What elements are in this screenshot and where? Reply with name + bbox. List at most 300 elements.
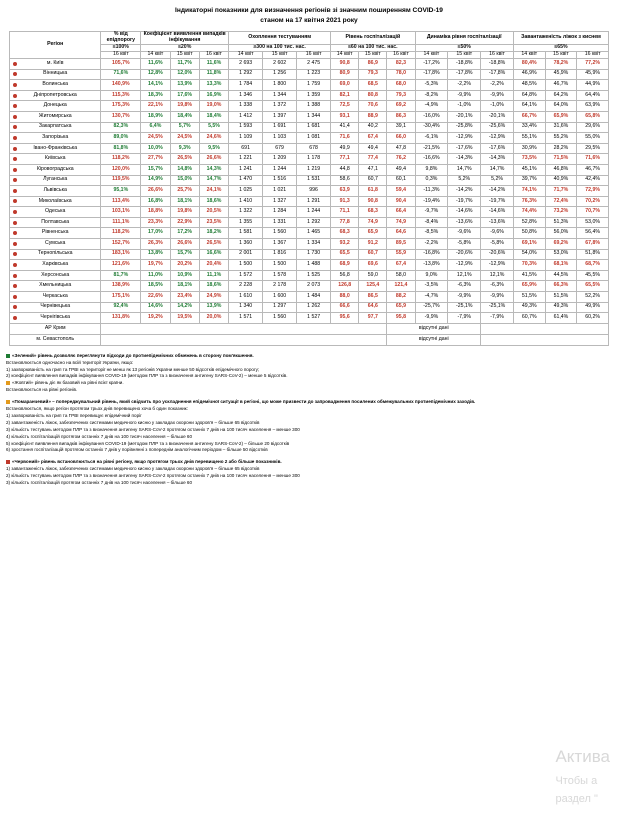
table-cell: 74,1% xyxy=(513,186,545,197)
table-row xyxy=(10,69,609,80)
table-cell: -19,7% xyxy=(448,196,481,207)
table-cell: 81,8% xyxy=(101,143,141,154)
table-cell: 2 073 xyxy=(297,281,331,292)
table-cell: -17,6% xyxy=(481,143,514,154)
table-cell: 40,2 xyxy=(359,122,387,133)
table-cell: 18,4% xyxy=(170,111,199,122)
table-cell: 24,1% xyxy=(199,186,228,197)
table-cell: 24,6% xyxy=(199,133,228,144)
table-cell: 1 527 xyxy=(297,313,331,324)
table-cell: 51,3% xyxy=(545,217,577,228)
table-cell: -4,7% xyxy=(415,292,448,303)
table-cell: 45,5% xyxy=(577,270,609,281)
table-row xyxy=(10,154,609,165)
no-data-cell xyxy=(481,323,609,334)
table-cell: -17,8% xyxy=(448,69,481,80)
table-cell: 9,8% xyxy=(415,164,448,175)
table-cell: 68,1% xyxy=(545,260,577,271)
table-cell: 1 500 xyxy=(229,260,263,271)
table-cell: 18,6% xyxy=(199,281,228,292)
date-col-0-0: 16 квіт xyxy=(101,52,141,59)
table-cell: 41,5% xyxy=(513,270,545,281)
table-cell: 40,9% xyxy=(545,175,577,186)
table-cell: -17,8% xyxy=(481,69,514,80)
table-cell: 89,5 xyxy=(387,239,415,250)
table-cell: 14,7% xyxy=(481,164,514,175)
status-dot-icon xyxy=(13,147,17,151)
table-cell: 49,4 xyxy=(359,143,387,154)
row-region-label: Львівська xyxy=(10,186,101,197)
table-cell: -6,1% xyxy=(415,133,448,144)
table-cell: 69,0 xyxy=(331,80,359,91)
table-cell: 23,3% xyxy=(141,217,170,228)
table-row xyxy=(10,270,609,281)
col-sub-epidemic: ≤100% xyxy=(101,45,141,52)
table-row xyxy=(10,133,609,144)
status-dot-icon xyxy=(13,83,17,87)
table-cell: 2 602 xyxy=(263,58,297,69)
table-cell: 1 691 xyxy=(263,122,297,133)
table-cell: 25,7% xyxy=(170,186,199,197)
table-cell: 1 178 xyxy=(297,154,331,165)
table-row xyxy=(10,302,609,313)
table-cell: -9,9% xyxy=(481,292,514,303)
table-cell: 119,5% xyxy=(101,175,141,186)
table-cell: 12,1% xyxy=(448,270,481,281)
table-cell: 49,3% xyxy=(513,302,545,313)
table-cell: 70,7% xyxy=(577,207,609,218)
table-cell: 111,1% xyxy=(101,217,141,228)
table-cell: 79,3 xyxy=(387,90,415,101)
table-cell: 1 730 xyxy=(297,249,331,260)
table-cell: 1 331 xyxy=(263,217,297,228)
table-row xyxy=(10,228,609,239)
table-cell: 55,2% xyxy=(545,133,577,144)
table-cell: 46,7% xyxy=(545,80,577,91)
table-cell: 1 531 xyxy=(297,175,331,186)
table-cell: 9,5% xyxy=(199,143,228,154)
table-cell: -30,4% xyxy=(415,122,448,133)
table-cell: 95,8 xyxy=(387,313,415,324)
table-cell: 31,6% xyxy=(545,122,577,133)
table-cell: 23,5% xyxy=(199,217,228,228)
table-cell: -9,9% xyxy=(448,292,481,303)
table-cell: 1 465 xyxy=(297,228,331,239)
table-cell: 65,5 xyxy=(331,249,359,260)
table-cell: 56,0% xyxy=(545,228,577,239)
table-cell: 72,9% xyxy=(577,186,609,197)
table-cell: 44,5% xyxy=(545,270,577,281)
table-cell: 48,5% xyxy=(513,80,545,91)
table-cell: 45,1% xyxy=(513,164,545,175)
table-cell: 121,4 xyxy=(387,281,415,292)
table-cell: 64,8% xyxy=(513,90,545,101)
note-green-line-3: «Жовтий» рівень діє як базовий на рівні всієї країни. xyxy=(6,380,612,387)
table-cell: -14,3% xyxy=(448,154,481,165)
table-cell: 61,8 xyxy=(359,186,387,197)
table-cell: 1 784 xyxy=(229,80,263,91)
status-dot-icon xyxy=(13,189,17,193)
table-cell: 59,0 xyxy=(359,270,387,281)
table-cell: -14,2% xyxy=(481,186,514,197)
no-data-text: відсутні дані xyxy=(387,334,481,345)
table-cell: 26,5% xyxy=(199,239,228,250)
table-cell: 49,9 xyxy=(331,143,359,154)
status-dot-icon xyxy=(13,178,17,182)
table-cell: -11,3% xyxy=(415,186,448,197)
table-cell: 68,5 xyxy=(359,80,387,91)
table-cell: 22,9% xyxy=(170,217,199,228)
table-cell: 74,9 xyxy=(359,217,387,228)
status-dot-icon xyxy=(13,210,17,214)
status-dot-icon xyxy=(13,62,17,66)
table-cell: 18,4% xyxy=(199,111,228,122)
table-row-no-data xyxy=(10,323,609,334)
table-cell: 64,2% xyxy=(545,90,577,101)
table-cell: 17,6% xyxy=(170,90,199,101)
table-cell: 1 322 xyxy=(229,207,263,218)
table-cell: 15,7% xyxy=(170,249,199,260)
table-cell: 1 262 xyxy=(297,302,331,313)
table-cell: 66,6 xyxy=(331,302,359,313)
table-cell: 78,2% xyxy=(545,58,577,69)
table-cell: 1 572 xyxy=(229,270,263,281)
table-cell: 26,6% xyxy=(199,154,228,165)
table-row xyxy=(10,239,609,250)
table-cell: 41,4 xyxy=(331,122,359,133)
table-cell: 691 xyxy=(229,143,263,154)
table-cell: 121,6% xyxy=(101,260,141,271)
table-cell: 71,6% xyxy=(577,154,609,165)
table-row xyxy=(10,217,609,228)
table-cell: 5,5% xyxy=(199,122,228,133)
table-cell: 67,8% xyxy=(577,239,609,250)
table-row xyxy=(10,249,609,260)
note-orange-line-0: Встановлюється, якщо регіон протягом трьох днів перевищено хоча б один показник: xyxy=(6,406,188,412)
table-cell: 18,1% xyxy=(170,281,199,292)
table-cell: 22,6% xyxy=(141,292,170,303)
table-cell: 11,6% xyxy=(141,58,170,69)
activation-watermark xyxy=(555,743,610,809)
row-region-label: Хмельницька xyxy=(10,281,101,292)
table-cell: 52,2% xyxy=(577,292,609,303)
table-cell: 1 219 xyxy=(297,164,331,175)
table-cell: 125,4 xyxy=(359,281,387,292)
table-row xyxy=(10,90,609,101)
table-cell: -5,8% xyxy=(481,239,514,250)
green-level-icon xyxy=(6,354,10,358)
table-cell: 1 291 xyxy=(297,196,331,207)
table-cell: 1 297 xyxy=(263,302,297,313)
table-cell: -13,8% xyxy=(415,260,448,271)
table-cell: 90,8 xyxy=(331,58,359,69)
table-cell: 58,6 xyxy=(331,175,359,186)
table-cell: -4,9% xyxy=(415,101,448,112)
status-dot-icon xyxy=(13,263,17,267)
note-orange-line-5: 5) коефіцієнт виявлення випадків інфікування COVID-19 (методом ПЛР та з визначення антигену SARS-CoV-2) – більше 20 відсотків xyxy=(6,440,290,446)
table-cell: 1 610 xyxy=(229,292,263,303)
row-region-label: Вінницька xyxy=(10,69,101,80)
table-cell: 17,0% xyxy=(141,228,170,239)
table-cell: 118,2% xyxy=(101,154,141,165)
table-cell: 26,6% xyxy=(170,239,199,250)
table-cell: 152,7% xyxy=(101,239,141,250)
table-cell: -14,6% xyxy=(481,207,514,218)
note-green-line-2: 2) коефіцієнт виявлення випадків інфікування COVID-19 (методом ПЛР та з визначення антигену SARS-CoV-2) – менше 5 відсотків. xyxy=(6,373,288,379)
table-cell: 58,0 xyxy=(387,270,415,281)
table-cell: 2 693 xyxy=(229,58,263,69)
col-sub-detection: ≤20% xyxy=(141,45,229,52)
table-cell: 59,4 xyxy=(387,186,415,197)
table-cell: 70,2% xyxy=(577,196,609,207)
table-cell: 15,0% xyxy=(170,175,199,186)
watermark-line-3: раздел " xyxy=(555,793,598,806)
table-cell: 67,4 xyxy=(387,260,415,271)
table-cell: -14,6% xyxy=(448,207,481,218)
table-cell: 23,4% xyxy=(170,292,199,303)
table-cell: -1,0% xyxy=(448,101,481,112)
status-dot-icon xyxy=(13,115,17,119)
table-cell: -17,2% xyxy=(415,58,448,69)
table-cell: 18,2% xyxy=(199,228,228,239)
col-header-region: Регіон xyxy=(10,32,101,59)
table-cell: -7,9% xyxy=(481,313,514,324)
table-cell: -9,9% xyxy=(448,90,481,101)
table-cell: 45,9% xyxy=(545,69,577,80)
table-cell: 9,3% xyxy=(170,143,199,154)
red-level-icon xyxy=(6,460,10,464)
table-cell: 52,8% xyxy=(513,217,545,228)
table-cell: 74,9 xyxy=(387,217,415,228)
table-cell: -7,9% xyxy=(448,313,481,324)
row-region-label: Тернопільська xyxy=(10,249,101,260)
table-cell: 61,4% xyxy=(545,313,577,324)
no-data-cell xyxy=(101,323,387,334)
table-cell: 76,2 xyxy=(387,154,415,165)
table-row xyxy=(10,111,609,122)
table-cell: 15,7% xyxy=(141,164,170,175)
table-row xyxy=(10,260,609,271)
table-cell: -25,1% xyxy=(481,302,514,313)
table-cell: 1 500 xyxy=(263,260,297,271)
table-cell: 69,2% xyxy=(545,239,577,250)
row-region-label: Волинська xyxy=(10,80,101,91)
table-cell: 78,0 xyxy=(387,69,415,80)
table-row xyxy=(10,292,609,303)
table-cell: 1 346 xyxy=(229,90,263,101)
row-region-label: Херсонська xyxy=(10,270,101,281)
table-cell: 1 600 xyxy=(263,292,297,303)
row-region-label: Київська xyxy=(10,154,101,165)
table-cell: -2,2% xyxy=(448,80,481,91)
status-dot-icon xyxy=(13,199,17,203)
table-cell: 1 800 xyxy=(263,80,297,91)
table-cell: -20,6% xyxy=(481,249,514,260)
table-cell: 14,3% xyxy=(199,164,228,175)
table-cell: 63,9% xyxy=(577,101,609,112)
table-cell: 49,3% xyxy=(545,302,577,313)
table-cell: 89,0% xyxy=(101,133,141,144)
table-cell: 65,5% xyxy=(577,281,609,292)
date-col-3-1: 15 квіт xyxy=(359,52,387,59)
table-cell: 27,7% xyxy=(141,154,170,165)
table-row xyxy=(10,313,609,324)
table-cell: 13,8% xyxy=(141,249,170,260)
table-cell: 28,2% xyxy=(545,143,577,154)
table-cell: 29,5% xyxy=(577,143,609,154)
table-cell: -8,2% xyxy=(415,90,448,101)
status-dot-icon xyxy=(13,316,17,320)
table-cell: 1 221 xyxy=(229,154,263,165)
table-cell: 14,2% xyxy=(170,302,199,313)
col-sub-testing: ≥300 на 100 тис. нас. xyxy=(229,45,331,52)
date-col-4-1: 15 квіт xyxy=(448,52,481,59)
table-cell: 2 475 xyxy=(297,58,331,69)
table-cell: 9,0% xyxy=(415,270,448,281)
table-cell: -17,6% xyxy=(448,143,481,154)
table-cell: 1 284 xyxy=(263,207,297,218)
note-orange-line-6: 6) зростання госпіталізацій протягом останніх 7 днів у порівнянні з попереднім аналогічним періодом – більше 50 відсотків xyxy=(6,447,268,453)
table-cell: 19,7% xyxy=(141,260,170,271)
table-cell: 113,4% xyxy=(101,196,141,207)
table-row xyxy=(10,207,609,218)
table-cell: -2,2% xyxy=(415,239,448,250)
table-cell: 60,7 xyxy=(359,175,387,186)
table-cell: -12,9% xyxy=(448,133,481,144)
date-col-4-2: 16 квіт xyxy=(481,52,514,59)
table-cell: 679 xyxy=(263,143,297,154)
table-cell: 120,0% xyxy=(101,164,141,175)
table-cell: 1 470 xyxy=(229,175,263,186)
table-cell: -6,3% xyxy=(448,281,481,292)
table-cell: -8,5% xyxy=(415,228,448,239)
table-cell: 1 338 xyxy=(229,101,263,112)
table-cell: -16,0% xyxy=(415,111,448,122)
table-cell: 18,9% xyxy=(141,111,170,122)
table-cell: 183,1% xyxy=(101,249,141,260)
table-cell: 68,7% xyxy=(577,260,609,271)
table-cell: 66,4 xyxy=(387,207,415,218)
table-cell: 1 340 xyxy=(229,302,263,313)
table-row xyxy=(10,281,609,292)
table-cell: -9,9% xyxy=(415,313,448,324)
table-cell: 1 355 xyxy=(229,217,263,228)
col-group-dynamics: Динаміка рівня госпіталізації xyxy=(415,32,513,45)
table-cell: 1 516 xyxy=(263,175,297,186)
table-cell: 92,4% xyxy=(101,302,141,313)
table-cell: 1 397 xyxy=(263,111,297,122)
table-cell: 65,8% xyxy=(577,111,609,122)
date-col-1-2: 16 квіт xyxy=(199,52,228,59)
table-cell: 71,1 xyxy=(331,207,359,218)
table-row xyxy=(10,80,609,91)
table-cell: 130,7% xyxy=(101,111,141,122)
table-cell: 126,8 xyxy=(331,281,359,292)
table-cell: 47,1 xyxy=(359,164,387,175)
date-col-5-2: 16 квіт xyxy=(577,52,609,59)
table-cell: 1 244 xyxy=(263,164,297,175)
table-cell: 95,6 xyxy=(331,313,359,324)
table-cell: 64,6 xyxy=(387,228,415,239)
table-cell: 13,9% xyxy=(199,302,228,313)
no-data-text: відсутні дані xyxy=(387,323,481,334)
no-data-cell xyxy=(481,334,609,345)
table-cell: -20,1% xyxy=(481,111,514,122)
table-cell: 76,3% xyxy=(513,196,545,207)
table-cell: 88,2 xyxy=(387,292,415,303)
table-cell: 30,9% xyxy=(513,143,545,154)
table-cell: 1 359 xyxy=(297,90,331,101)
date-col-5-1: 15 квіт xyxy=(545,52,577,59)
table-cell: 1 681 xyxy=(297,122,331,133)
table-cell: 2 001 xyxy=(229,249,263,260)
table-cell: -13,6% xyxy=(481,217,514,228)
table-cell: 1 081 xyxy=(297,133,331,144)
col-group-hospitalization: Рівень госпіталізацій xyxy=(331,32,415,45)
table-cell: 6,4% xyxy=(141,122,170,133)
table-cell: 1 484 xyxy=(297,292,331,303)
table-cell: -13,6% xyxy=(448,217,481,228)
table-cell: 14,7% xyxy=(199,175,228,186)
table-cell: 16,8% xyxy=(141,196,170,207)
table-cell: 16,6% xyxy=(199,249,228,260)
note-green-line-1: 1) захворюваність на грип та ГРВІ на території не менш як 13 регіонів України менше 50 відсотків епідемічного порогу; xyxy=(6,366,260,372)
table-cell: 69,2 xyxy=(387,101,415,112)
row-region-label: Черкаська xyxy=(10,292,101,303)
table-cell: -9,6% xyxy=(481,228,514,239)
watermark-line-2: Чтобы а xyxy=(555,774,598,787)
table-cell: 1 244 xyxy=(297,207,331,218)
table-cell: 24,9% xyxy=(199,292,228,303)
note-green-line-4: Встановлюється на рівні регіонів. xyxy=(6,387,78,393)
table-cell: 20,5% xyxy=(199,207,228,218)
status-dot-icon xyxy=(13,94,17,98)
table-cell: 26,5% xyxy=(170,154,199,165)
table-cell: 66,3% xyxy=(545,281,577,292)
table-cell: 5,2% xyxy=(448,175,481,186)
table-cell: 22,1% xyxy=(141,101,170,112)
table-cell: 105,7% xyxy=(101,58,141,69)
row-region-label: м. Київ xyxy=(10,58,101,69)
table-cell: -17,8% xyxy=(415,69,448,80)
table-cell: 65,9 xyxy=(387,302,415,313)
table-cell: 65,9% xyxy=(513,281,545,292)
table-cell: 2 178 xyxy=(263,281,297,292)
row-region-label: Запорізька xyxy=(10,133,101,144)
status-dot-icon xyxy=(13,104,17,108)
table-cell: 18,8% xyxy=(141,207,170,218)
page-title xyxy=(0,0,618,27)
table-cell: 131,8% xyxy=(101,313,141,324)
table-cell: 77,1 xyxy=(331,154,359,165)
table-cell: 55,1% xyxy=(513,133,545,144)
table-cell: -25,1% xyxy=(448,302,481,313)
table-cell: 53,0% xyxy=(577,217,609,228)
col-sub-hospitalization: ≤60 на 100 тис. нас. xyxy=(331,45,415,52)
title-line-1: Індикаторні показники для визначення регіонів зі значним поширенням COVID-19 xyxy=(175,7,443,14)
table-cell: -6,3% xyxy=(481,281,514,292)
table-cell: 86,5 xyxy=(359,292,387,303)
table-cell: 60,2% xyxy=(577,313,609,324)
col-group-epidemic: % від епідпорогу xyxy=(101,32,141,45)
date-col-1-1: 15 квіт xyxy=(170,52,199,59)
row-region-label: Івано-Франківська xyxy=(10,143,101,154)
col-group-testing: Охоплення тестуванням xyxy=(229,32,331,45)
table-cell: 50,8% xyxy=(513,228,545,239)
table-cell: 12,1% xyxy=(481,270,514,281)
note-red-line-0: 1) завантаженість ліжок, забезпечених системами медичного кисню у закладах охорони здоров'я – більше 65 відсотків xyxy=(6,466,260,472)
table-cell: 53,0% xyxy=(545,249,577,260)
